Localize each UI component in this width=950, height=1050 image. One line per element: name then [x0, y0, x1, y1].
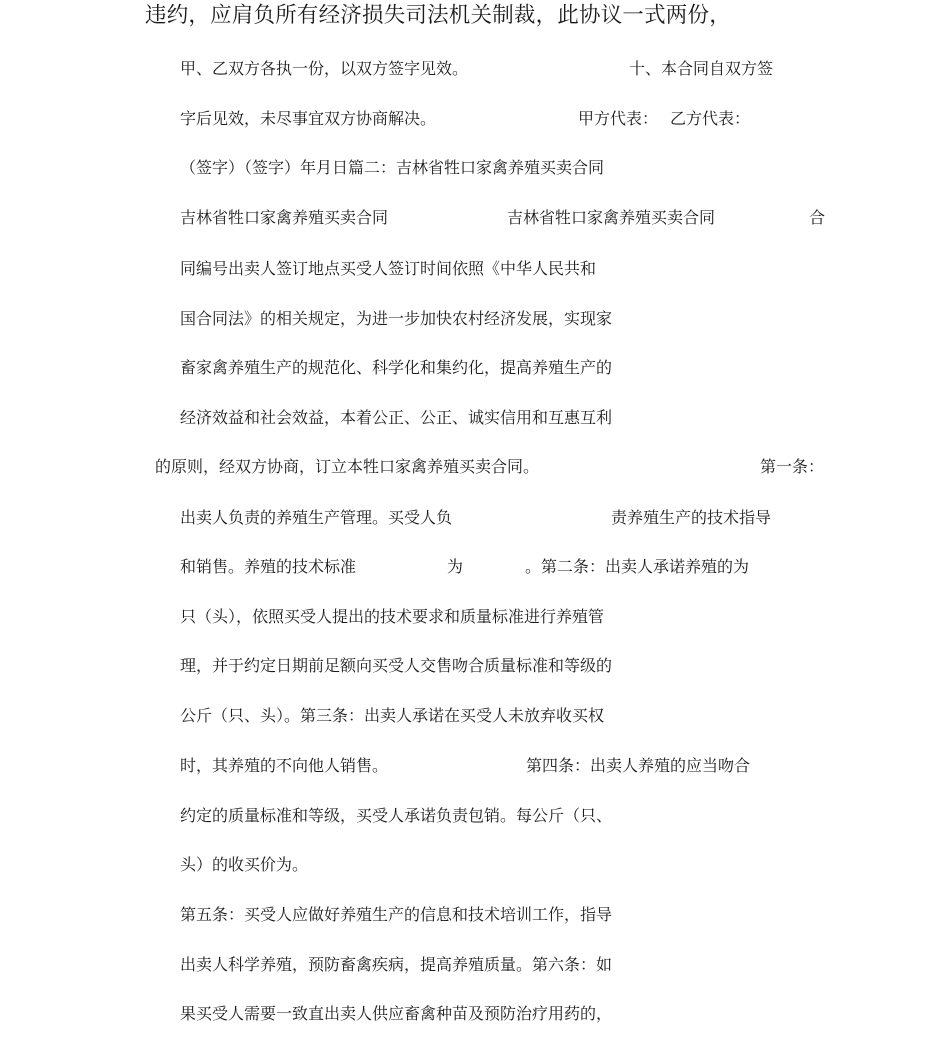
text-segment: 只（头），依照买受人提出的技术要求和质量标准进行养殖管 [180, 607, 605, 626]
text-segment: 违约，应肩负所有经济损失司法机关制裁，此协议一式两份， [145, 3, 731, 28]
text-segment: 为 [447, 557, 464, 576]
text-segment: 十、本合同自双方签 [629, 59, 774, 78]
text-segment: 理，并于约定日期前足额向买受人交售吻合质量标准和等级的 [180, 656, 613, 675]
text-segment: 头）的收买价为。 [180, 855, 309, 874]
text-segment: 吉林省牲口家禽养殖买卖合同 [180, 208, 389, 227]
text-segment: 吉林省牲口家禽养殖买卖合同 [507, 208, 716, 227]
text-segment: 公斤（只、头）。第三条：出卖人承诺在买受人未放弃收买权 [180, 706, 605, 725]
text-segment: 约定的质量标准和等级，买受人承诺负责包销。每公斤（只、 [180, 806, 613, 825]
text-segment: 第一条： [760, 457, 825, 476]
text-segment: 的原则，经双方协商，订立本牲口家禽养殖买卖合同。 [155, 457, 540, 476]
text-segment: 经济效益和社会效益，本着公正、公正、诚实信用和互惠互利 [180, 408, 613, 427]
text-segment: 时，其养殖的不向他人销售。 [180, 756, 389, 775]
text-segment: 出卖人科学养殖，预防畜禽疾病，提高养殖质量。第六条：如 [180, 955, 613, 974]
text-segment: 责养殖生产的技术指导 [611, 508, 772, 527]
text-segment: 畜家禽养殖生产的规范化、科学化和集约化，提高养殖生产的 [180, 358, 613, 377]
text-segment: 第五条：买受人应做好养殖生产的信息和技术培训工作，指导 [180, 905, 613, 924]
text-segment: 甲方代表： [578, 109, 659, 128]
text-segment: （签字）（签字）年月日篇二：吉林省牲口家禽养殖买卖合同 [180, 158, 605, 177]
text-segment: 第四条：出卖人养殖的应当吻合 [526, 756, 751, 775]
text-segment: 果买受人需要一致直出卖人供应畜禽种苗及预防治疗用药的， [180, 1004, 613, 1023]
text-segment: 国合同法》的相关规定，为进一步加快农村经济发展，实现家 [180, 309, 613, 328]
text-segment: 同编号出卖人签订地点买受人签订时间依照《中华人民共和 [180, 259, 597, 278]
text-segment: 。第二条：出卖人承诺养殖的为 [525, 557, 750, 576]
text-segment: 字后见效，未尽事宜双方协商解决。 [180, 109, 437, 128]
text-segment: 和销售。养殖的技术标准 [180, 557, 357, 576]
text-segment: 乙方代表： [670, 109, 751, 128]
text-segment: 合 [809, 208, 826, 227]
text-segment: 甲、乙双方各执一份，以双方签字见效。 [180, 59, 469, 78]
text-segment: 出卖人负责的养殖生产管理。买受人负 [180, 508, 453, 527]
